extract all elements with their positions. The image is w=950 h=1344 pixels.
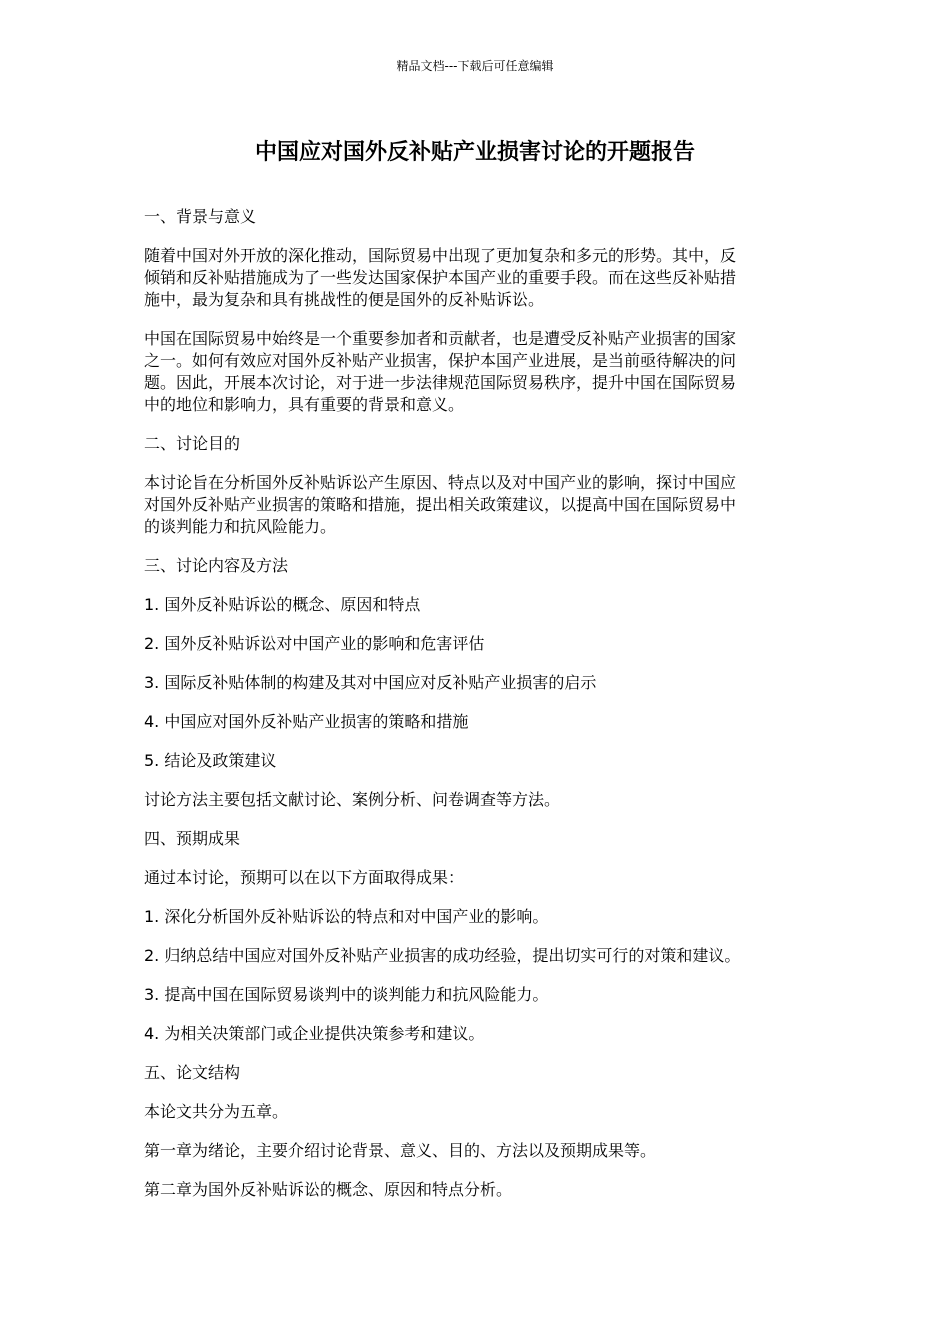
list-item: 2. 国外反补贴诉讼对中国产业的影响和危害评估 xyxy=(144,634,485,653)
page-header-note: 精品文档---下载后可任意编辑 xyxy=(396,59,554,73)
paragraph: 本论文共分为五章。 xyxy=(144,1102,289,1121)
section-heading: 二、讨论目的 xyxy=(144,434,241,453)
list-item: 1. 国外反补贴诉讼的概念、原因和特点 xyxy=(144,595,421,614)
paragraph-background-1: 随着中国对外开放的深化推动，国际贸易中出现了更加复杂和多元的形势。其中，反 倾销和反补贴措施成为了一些发达国家保护本国产业的重要手段。而在这些反补贴措 施中，最为复杂和具有挑战性的便是国外的反补贴诉讼。 xyxy=(144,246,737,309)
list-item: 1. 深化分析国外反补贴诉讼的特点和对中国产业的影响。 xyxy=(144,907,549,926)
list-item: 3. 国际反补贴体制的构建及其对中国应对反补贴产业损害的启示 xyxy=(144,673,597,692)
document-title: 中国应对国外反补贴产业损害讨论的开题报告 xyxy=(254,140,695,165)
paragraph: 通过本讨论，预期可以在以下方面取得成果： xyxy=(144,868,465,887)
section-heading-background xyxy=(144,206,800,228)
paragraph: 第二章为国外反补贴诉讼的概念、原因和特点分析。 xyxy=(144,1180,513,1199)
section-heading: 五、论文结构 xyxy=(144,1063,241,1082)
list-item: 3. 提高中国在国际贸易谈判中的谈判能力和抗风险能力。 xyxy=(144,985,549,1004)
list-item: 4. 为相关决策部门或企业提供决策参考和建议。 xyxy=(144,1024,485,1043)
paragraph-purpose: 本讨论旨在分析国外反补贴诉讼产生原因、特点以及对中国产业的影响，探讨中国应 对国外反补贴产业损害的策略和措施，提出相关政策建议，以提高中国在国际贸易中 的谈判能力和抗风险能力。 xyxy=(144,473,737,536)
paragraph: 第一章为绪论，主要介绍讨论背景、意义、目的、方法以及预期成果等。 xyxy=(144,1141,657,1160)
paragraph: 讨论方法主要包括文献讨论、案例分析、问卷调查等方法。 xyxy=(144,790,561,809)
list-item: 2. 归纳总结中国应对国外反补贴产业损害的成功经验，提出切实可行的对策和建议。 xyxy=(144,946,741,965)
paragraph-background-2: 中国在国际贸易中始终是一个重要参加者和贡献者，也是遭受反补贴产业损害的国家 之一。如何有效应对国外反补贴产业损害，保护本国产业进展，是当前亟待解决的问 题。因此，开展本次讨论，对于进一步法律规范国际贸易秩序，提升中国在国际贸易 中的地位和影响力，具有重要的背景和意义。 xyxy=(144,329,737,414)
document-body xyxy=(144,206,800,1201)
list-item: 5. 结论及政策建议 xyxy=(144,751,277,770)
section-heading: 四、预期成果 xyxy=(144,829,241,848)
section-heading: 三、讨论内容及方法 xyxy=(144,556,289,575)
section-heading: 一、背景与意义 xyxy=(144,207,257,226)
list-item: 4. 中国应对国外反补贴产业损害的策略和措施 xyxy=(144,712,469,731)
